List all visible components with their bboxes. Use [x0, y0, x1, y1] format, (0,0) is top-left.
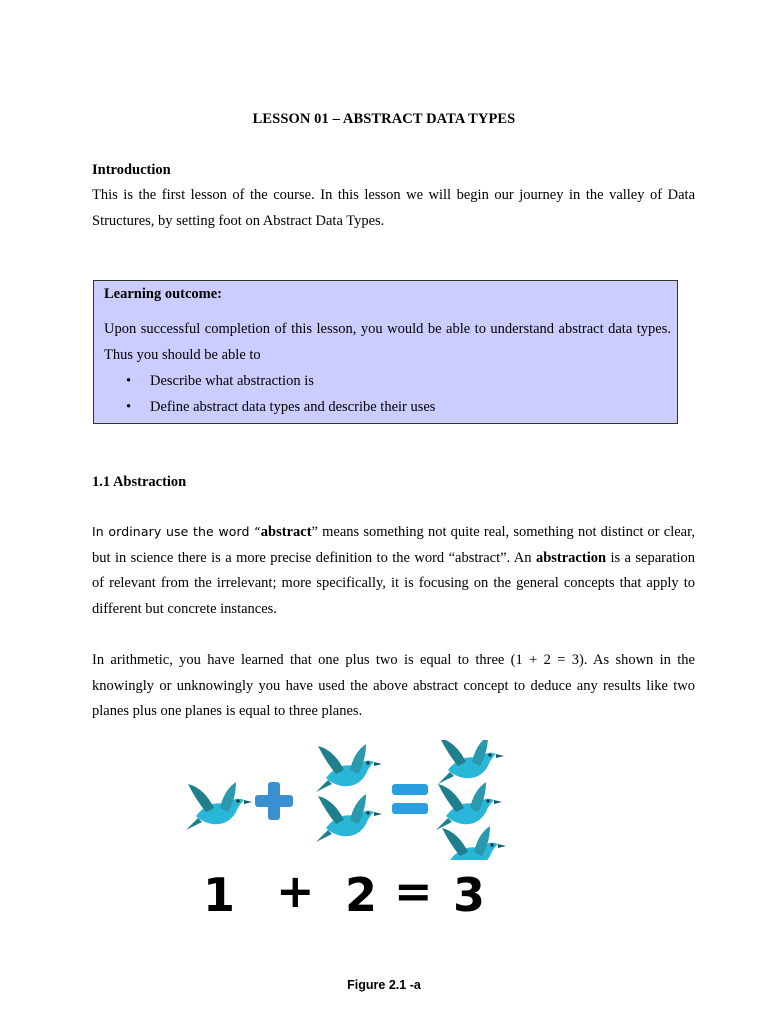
bird-icon [440, 826, 506, 860]
bird-icon [438, 740, 504, 784]
figure-addition-birds [180, 740, 520, 930]
abstraction-paragraph-1 [92, 519, 695, 622]
bird-icon [316, 794, 382, 842]
learning-outcome-box [93, 280, 678, 424]
equals-icon [392, 784, 428, 795]
bird-icon [186, 782, 252, 830]
bird-icon [316, 744, 382, 792]
introduction-heading: Introduction [92, 162, 171, 178]
section-heading-abstraction: 1.1 Abstraction [92, 474, 187, 490]
learning-outcome-text: Upon successful completion of this lesson, you would be able to understand abstract data types. Thus you should be able to [104, 321, 671, 363]
plus-icon-bar [255, 795, 293, 807]
learning-outcome-bullet: • Define abstract data types and describe their uses [126, 395, 435, 421]
introduction-paragraph: This is the first lesson of the course. In this lesson we will begin our journey in the valley of Data Structures, by setting foot on Abstract Data Types. [92, 187, 695, 229]
equals-icon-bar [392, 803, 428, 814]
equation-number-three: 3 [453, 868, 486, 922]
abstraction-text-run: is a separation of relevant from the irrelevant; more specifically, it is focusing on the general concepts that apply to different but concrete instances. [92, 549, 695, 617]
abstraction-term: abstraction [535, 549, 607, 566]
abstract-term: abstract [260, 524, 312, 540]
equation-number-two: 2 [345, 868, 378, 922]
learning-outcome-heading: Learning outcome: [104, 286, 222, 302]
figure-caption: Figure 2.1 -a [347, 978, 421, 992]
abstraction-paragraph-2: In arithmetic, you have learned that one plus two is equal to three (1 + 2 = 3). As shown in the knowingly or unknowingly you have used the above abstract concept to deduce any results like two planes plus one planes is equal to three planes. [92, 652, 695, 719]
equation-equals: = [394, 864, 433, 918]
equation-plus: + [276, 864, 315, 918]
figure-illustration [180, 740, 520, 860]
abstraction-text-run: ” means something not quite real, something not distinct or clear, but in science there is a more precise definition to the word “abstract”. An [92, 524, 695, 566]
lesson-title: LESSON 01 – ABSTRACT DATA TYPES [252, 111, 516, 127]
bird-icon [436, 782, 502, 830]
abstraction-text-run: In ordinary use the word “ [92, 524, 261, 539]
learning-outcome-bullet: • Describe what abstraction is [126, 369, 435, 395]
learning-outcome-list [126, 369, 435, 420]
equation-number-one: 1 [203, 868, 236, 922]
